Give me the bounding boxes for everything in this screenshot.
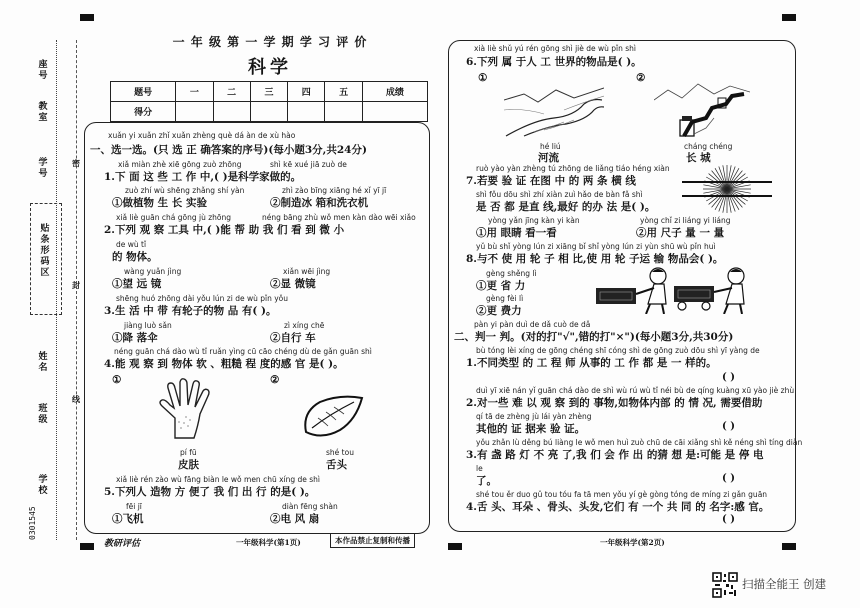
q8-pinyin: yǔ bù shǐ yòng lún zi xiāng bǐ shǐ yòng lún zi yùn shū wù pǐn huì	[476, 242, 716, 251]
q6-caption-pinyin: cháng chéng	[684, 142, 733, 151]
pushing-box-illustration	[594, 266, 684, 314]
s2-text-line2: 其他的 证 据来 验 证。	[476, 423, 586, 435]
q4-text: 4.能 观 察 到 物体 软 、粗糙 程 度的感 官 是( )。	[104, 358, 344, 370]
s4-pinyin: shé tou ěr duo gǔ tou tóu fa tā men yǒu yí gè gòng tóng de míng zi gǎn guān	[476, 490, 768, 499]
margin-label-student-no: 学号	[38, 158, 48, 179]
q6-caption-2: 长 城	[686, 152, 711, 164]
q7-pinyin-line2: shì fǒu dōu shì zhí xiàn zuì hǎo de bàn fǎ shì	[476, 190, 643, 199]
barcode-area	[30, 203, 62, 315]
sunburst-illustration	[682, 164, 772, 214]
s3-pinyin-line2: le	[476, 464, 483, 473]
registration-marker	[448, 543, 462, 550]
margin-label-room: 教室	[38, 102, 48, 123]
q5-option-2[interactable]: ②电 风 扇	[270, 513, 320, 525]
q3-option-2[interactable]: ②自行 车	[270, 332, 316, 344]
registration-marker	[80, 543, 94, 550]
section1-pinyin: xuǎn yi xuǎn zhǐ xuǎn zhèng què dá àn de xù hào	[108, 131, 296, 140]
score-table-header-row	[111, 82, 428, 102]
q8-option-pinyin: gèng shěng lì	[486, 269, 537, 278]
registration-marker	[782, 543, 796, 550]
q7-text-line2: 是 否 都 是直 线,最好 的办 法 是( )。	[476, 201, 656, 213]
q6-caption-1: 河流	[538, 152, 559, 164]
q7-option-pinyin: yòng yǎn jīng kàn yi kàn	[488, 216, 580, 225]
q8-option-2[interactable]: ②更 费力	[476, 305, 522, 317]
s2-pinyin: duì yī xiē nán yǐ guān chá dào de shì wù rú wù tǐ néi bù de qíng kuàng xū yào jiè zhù	[476, 386, 795, 395]
s4-text: 4.舌 头、耳朵 、骨头、头发,它们 有 一个 共 同 的 名字:感 官。	[466, 501, 770, 513]
q4-pinyin: néng guān chá dào wù tǐ ruǎn yìng cū cāo chéng dù de gǎn guān shì	[114, 347, 372, 356]
section2-title: 二、判一 判。(对的打"√",错的打"×")(每小题3分,共30分)	[454, 331, 734, 343]
q6-caption-pinyin: hé liú	[540, 142, 561, 151]
q7-option-pinyin: yòng chǐ zi liáng yi liáng	[640, 216, 731, 225]
footer-page-1: 一年级科学(第1页)	[236, 538, 301, 547]
s2-answer[interactable]: ( )	[722, 421, 735, 432]
margin-label-school: 学校	[38, 475, 48, 496]
q2-option-1[interactable]: ①望 远 镜	[112, 278, 162, 290]
q7-option-2[interactable]: ②用 尺子 量 一 量	[636, 227, 725, 239]
river-illustration	[504, 80, 604, 138]
q2-text-line2: 的 物体。	[112, 251, 158, 263]
pushing-cart-illustration	[672, 266, 762, 314]
s1-pinyin: bù tóng lèi xíng de gōng chéng shī cóng shì de gōng zuò dōu shì yī yàng de	[476, 346, 760, 355]
q5-option-pinyin: fēi jī	[126, 502, 142, 511]
score-cell[interactable]	[362, 102, 427, 122]
serial-number: 0301545	[28, 506, 37, 540]
score-cell[interactable]	[250, 102, 287, 122]
score-cell[interactable]	[325, 102, 362, 122]
q2-option-pinyin: xiǎn wēi jìng	[283, 267, 331, 276]
q4-caption-2: 舌头	[326, 459, 347, 471]
score-header-cell: 成绩	[362, 82, 427, 102]
q1-option-2[interactable]: ②制造冰 箱和洗衣机	[270, 197, 369, 209]
q3-option-pinyin: zì xíng chē	[284, 321, 325, 330]
fold-mark: 封	[72, 280, 80, 290]
q2-pinyin: néng bāng zhù wǒ men kàn dào wēi xiǎo	[262, 213, 416, 222]
q1-pinyin: xiǎ miàn zhè xiē gōng zuò zhōng	[118, 160, 242, 169]
score-cell[interactable]	[176, 102, 213, 122]
s2-pinyin-line2: qí tā de zhèng jù lái yàn zhèng	[476, 412, 592, 421]
margin-label-class: 班级	[38, 404, 48, 425]
subject-title: 科学	[248, 57, 292, 78]
q2-text: 2.下列 观 察 工具 中,( )能 帮 助 我 们 看 到 微 小	[104, 224, 345, 236]
score-header-cell: 三	[250, 82, 287, 102]
score-cell[interactable]	[288, 102, 325, 122]
q7-text: 7.若要 验 证 在图 中 的 两 条 横 线	[466, 175, 636, 187]
q4-option-1[interactable]: ①	[112, 374, 122, 386]
q2-pinyin-line2: de wù tǐ	[116, 240, 147, 249]
s3-pinyin: yǒu zhǎn lù děng bú liàng le wǒ men huì zuò chū de cāi xiǎng shì kě néng shì tíng diàn	[476, 438, 803, 447]
q1-text: 1.下 面 这 些 工 作 中,( )是科学家做的。	[104, 171, 302, 183]
score-header-cell: 五	[325, 82, 362, 102]
q6-text: 6.下列 属 于人 工 世界的物品是( )。	[466, 56, 642, 68]
great-wall-illustration	[654, 78, 750, 138]
q3-pinyin: shēng huó zhōng dài yǒu lún zi de wù pǐn yǒu	[116, 294, 288, 303]
score-header-cell: 题号	[111, 82, 176, 102]
score-table	[110, 81, 428, 122]
section2-pinyin: pàn yi pàn duì de dǎ cuò de dǎ	[474, 320, 591, 329]
barcode-label: 贴条形码区	[40, 224, 50, 278]
s2-text: 2.对一些 难 以 观 察 到的 事物,如物体内部 的 情 况, 需要借助	[466, 397, 763, 409]
score-cell[interactable]	[213, 102, 250, 122]
q5-option-pinyin: diàn fēng shàn	[282, 502, 338, 511]
s3-text-line2: 了。	[476, 475, 497, 487]
margin-label-name: 姓名	[38, 352, 48, 373]
footer-page-2: 一年级科学(第2页)	[600, 538, 665, 547]
q8-option-pinyin: gèng fèi lì	[486, 294, 524, 303]
q1-option-1[interactable]: ①做植物 生 长 实验	[112, 197, 207, 209]
fold-line	[76, 40, 77, 540]
margin-label-seat: 座号	[38, 60, 48, 81]
q4-caption-1: 皮肤	[178, 459, 199, 471]
qr-code-icon	[712, 572, 738, 598]
registration-marker	[782, 14, 796, 21]
q7-option-1[interactable]: ①用 眼睛 看一看	[476, 227, 557, 239]
q5-option-1[interactable]: ①飞机	[112, 513, 144, 525]
q2-option-2[interactable]: ②显 微镜	[270, 278, 316, 290]
q4-caption-pinyin: pí fū	[180, 448, 197, 457]
score-header-cell: 二	[213, 82, 250, 102]
s4-answer[interactable]: ( )	[722, 514, 735, 525]
section1-title: 一、选一选。(只 选 正 确答案的序号)(每小题3分,共24分)	[90, 144, 367, 156]
q3-option-1[interactable]: ①降 落伞	[112, 332, 158, 344]
q7-pinyin: ruò yào yàn zhèng tú zhōng de liǎng tiáo héng xiàn	[476, 164, 670, 173]
q5-text: 5.下列人 造物 方 便了 我 们 出 行 的是( )。	[104, 486, 316, 498]
q3-text: 3.生 活 中 带 有轮子的物 品 有( )。	[104, 305, 277, 317]
q3-option-pinyin: jiàng luò sǎn	[124, 321, 172, 330]
q1-pinyin: shì kē xué jiā zuò de	[270, 160, 347, 169]
q8-text: 8.与不 使 用 轮 子 相 比,使 用 轮 子运 输 物品会( )。	[466, 253, 724, 265]
q6-option-2[interactable]: ②	[636, 72, 646, 84]
s1-answer[interactable]: ( )	[722, 372, 735, 383]
s3-text: 3.有 盏 路 灯 不 亮 了,我 们 会 作 出 的猜 想 是:可能 是 停 电	[466, 449, 764, 461]
q4-caption-pinyin: shé tou	[326, 448, 354, 457]
score-table-row	[111, 102, 428, 122]
score-row-label: 得分	[111, 102, 176, 122]
footer-logo: 教研评估	[104, 539, 141, 549]
score-header-cell: 一	[176, 82, 213, 102]
q1-option-pinyin: zhì zào bīng xiāng hé xǐ yī jī	[282, 186, 387, 195]
margin-line	[56, 40, 57, 540]
q5-pinyin: xiǎ liè rén zào wù fāng biàn le wǒ men chū xíng de shì	[116, 475, 321, 484]
q8-option-1[interactable]: ①更 省 力	[476, 280, 526, 292]
q6-option-1[interactable]: ①	[478, 72, 488, 84]
registration-marker	[80, 14, 94, 21]
fold-mark: 线	[72, 394, 80, 404]
tongue-illustration	[298, 392, 368, 440]
q6-pinyin: xià liè shǔ yú rén gōng shì jiè de wù pǐn shì	[474, 44, 637, 53]
q2-option-pinyin: wàng yuǎn jìng	[124, 267, 182, 276]
scanner-watermark: 扫描全能王 创建	[742, 577, 827, 591]
exam-title: 一 年 级 第 一 学 期 学 习 评 价	[172, 35, 368, 49]
q4-option-2[interactable]: ②	[270, 374, 280, 386]
score-header-cell: 四	[288, 82, 325, 102]
fold-mark: 密	[72, 158, 80, 168]
footer-notice: 本作品禁止复制和传播	[330, 533, 415, 548]
q1-option-pinyin: zuò zhí wù shēng zhǎng shí yàn	[125, 186, 245, 195]
q2-pinyin: xiǎ liè guān chá gōng jù zhōng	[116, 213, 232, 222]
s1-text: 1.不同类型 的 工 程 师 从事的 工 作 都 是 一 样的。	[466, 357, 717, 369]
hand-illustration	[150, 378, 230, 440]
s3-answer[interactable]: ( )	[722, 473, 735, 484]
